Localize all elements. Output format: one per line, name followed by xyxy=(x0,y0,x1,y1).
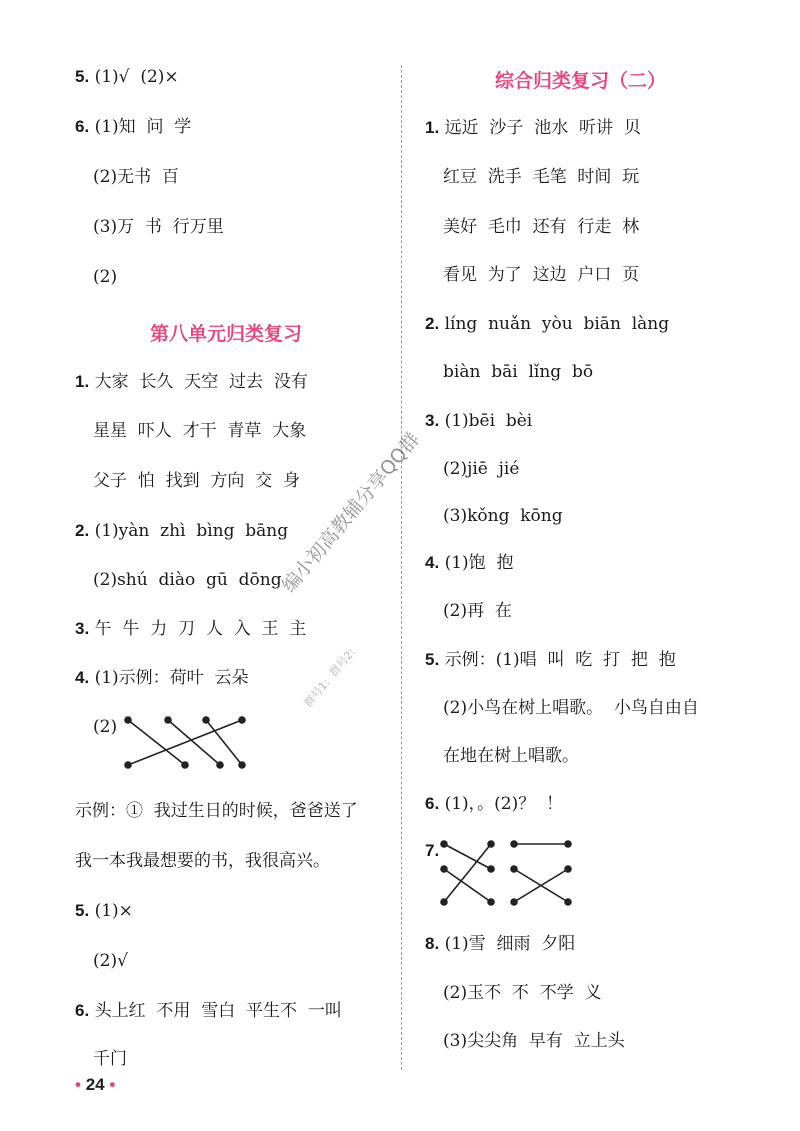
review-answer-3b: (2)jiē jié xyxy=(443,459,520,479)
match-dot xyxy=(217,762,223,768)
unit8-answer-2b: (2)shú diào gū dōng xyxy=(93,570,282,590)
match-dot xyxy=(511,841,517,847)
match-dot xyxy=(565,841,571,847)
unit8-answer-4b: (2) xyxy=(93,717,118,737)
answer-5: 5. (1)√ (2)× xyxy=(75,67,179,87)
answer-6-3: (3)万 书 行万里 xyxy=(93,217,224,237)
match-dot xyxy=(488,866,494,872)
unit8-answer-6a: 6. 头上红 不用 雪白 平生不 一叫 xyxy=(75,1001,342,1021)
review-answer-8b: (2)玉不 不 不学 义 xyxy=(443,983,602,1003)
match-dot xyxy=(565,866,571,872)
watermark-small: 群号1: 群号2: xyxy=(301,645,359,710)
answer-6-2: (2)无书 百 xyxy=(93,167,179,187)
column-divider xyxy=(401,65,402,1070)
section-heading-unit8: 第八单元归类复习 xyxy=(150,323,303,345)
match-dot xyxy=(488,899,494,905)
review-answer-1d: 看见 为了 这边 户口 页 xyxy=(443,265,640,285)
match-dot xyxy=(182,762,188,768)
unit8-answer-4d: 我一本我最想要的书，我很高兴。 xyxy=(75,851,330,871)
match-line xyxy=(444,844,491,869)
answer-6-4: (2) xyxy=(93,267,118,287)
match-dot xyxy=(203,717,209,723)
review-answer-1c: 美好 毛巾 还有 行走 林 xyxy=(443,217,640,237)
unit8-answer-3: 3. 午 牛 力 刀 人 入 王 主 xyxy=(75,619,307,639)
review-answer-5a: 5. 示例：(1)唱 叫 吃 打 把 抱 xyxy=(425,650,676,670)
match-dot xyxy=(441,841,447,847)
match-dot xyxy=(165,717,171,723)
review-answer-7: 7. xyxy=(425,841,440,860)
match-dot xyxy=(441,866,447,872)
matching-diagram-right xyxy=(436,836,576,910)
unit8-answer-2a: 2. (1)yàn zhì bìng bāng xyxy=(75,521,289,541)
review-answer-4b: (2)再 在 xyxy=(443,601,512,621)
dot-icon: • xyxy=(109,1075,116,1094)
review-answer-5c: 在地在树上唱歌。 xyxy=(443,746,579,766)
review-answer-3a: 3. (1)bēi bèi xyxy=(425,411,533,431)
match-dot xyxy=(125,717,131,723)
match-dot xyxy=(441,899,447,905)
unit8-answer-4c: 示例：① 我过生日的时候，爸爸送了 xyxy=(75,801,358,821)
match-dot xyxy=(565,899,571,905)
unit8-answer-4a: 4. (1)示例：荷叶 云朵 xyxy=(75,668,249,688)
page-number: • 24 • xyxy=(75,1075,116,1094)
review-answer-4a: 4. (1)饱 抱 xyxy=(425,553,514,573)
match-dot xyxy=(511,899,517,905)
unit8-answer-1c: 父子 怕 找到 方向 交 身 xyxy=(93,471,301,491)
review-answer-2a: 2. líng nuǎn yòu biān làng xyxy=(425,314,670,334)
unit8-answer-6b: 千门 xyxy=(93,1049,127,1069)
unit8-answer-5b: (2)√ xyxy=(93,951,128,971)
unit8-answer-1a: 1. 大家 长久 天空 过去 没有 xyxy=(75,372,308,392)
unit8-answer-1b: 星星 吓人 才干 青草 大象 xyxy=(93,421,307,441)
review-answer-8a: 8. (1)雪 细雨 夕阳 xyxy=(425,934,576,954)
match-dot xyxy=(488,841,494,847)
answer-6-1: 6. (1)知 问 学 xyxy=(75,117,192,137)
review-answer-1b: 红豆 洗手 毛笔 时间 玩 xyxy=(443,167,640,187)
review-answer-6: 6. (1)，。(2)？ ！ xyxy=(425,794,564,814)
matching-diagram-left xyxy=(120,712,250,772)
review-answer-5b: (2)小鸟在树上唱歌。 小鸟自由自 xyxy=(443,698,699,718)
review-answer-2b: biàn bāi lǐng bō xyxy=(443,362,594,382)
match-dot xyxy=(239,762,245,768)
review-answer-3c: (3)kǒng kōng xyxy=(443,506,563,526)
unit8-answer-5a: 5. (1)× xyxy=(75,901,133,921)
match-dot xyxy=(239,717,245,723)
review-answer-1a: 1. 远近 沙子 池水 听讲 贝 xyxy=(425,118,641,138)
watermark: 编小初高教辅分享QQ群 xyxy=(278,428,425,597)
section-heading-review2: 综合归类复习（二） xyxy=(495,70,667,92)
review-answer-8c: (3)尖尖角 早有 立上头 xyxy=(443,1031,625,1051)
match-dot xyxy=(125,762,131,768)
dot-icon: • xyxy=(75,1075,81,1094)
match-dot xyxy=(511,866,517,872)
